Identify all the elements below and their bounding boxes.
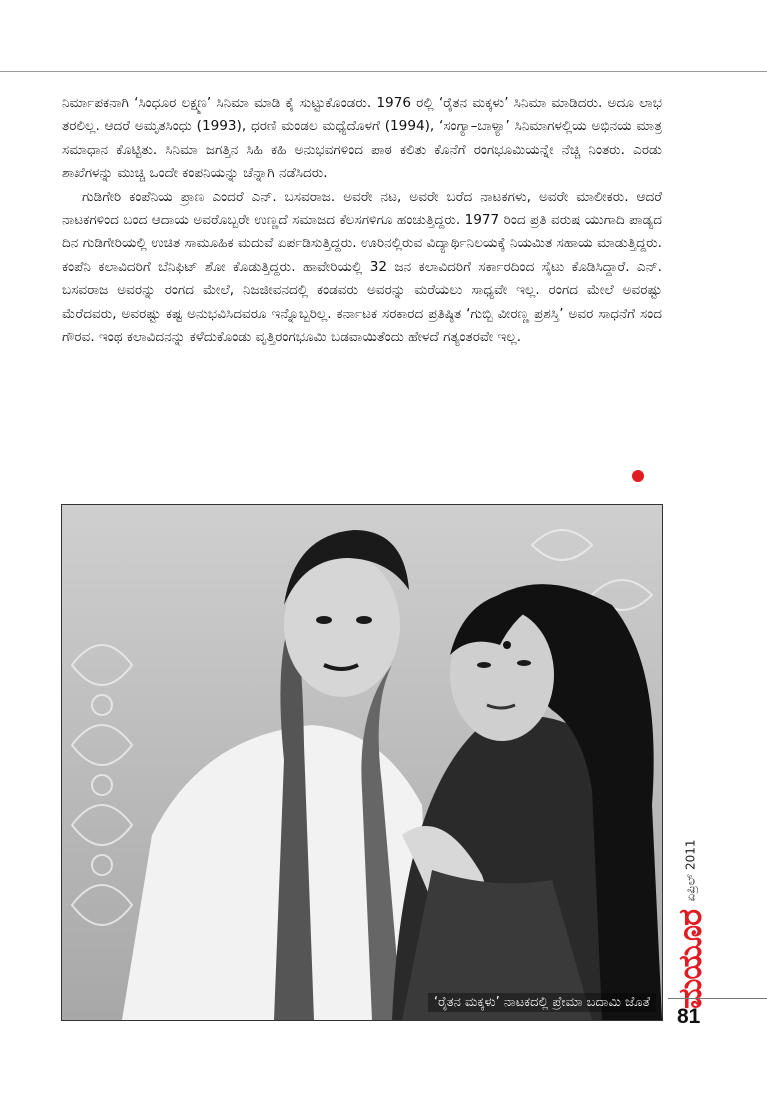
photo-caption: ‘ರೈತನ ಮಕ್ಕಳು’ ನಾಟಕದಲ್ಲಿ ಪ್ರೇಮಾ ಬದಾಮಿ ಜೊತೆ bbox=[428, 993, 656, 1012]
magazine-logo-text: ಮಯೂರ bbox=[671, 909, 710, 1009]
issue-date bbox=[682, 825, 700, 915]
page-number: 81 bbox=[677, 1005, 701, 1028]
article-photo bbox=[61, 504, 663, 1021]
end-of-article-dot bbox=[632, 470, 644, 482]
issue-date-text: ಏಪ್ರಿಲ್ 2011 bbox=[683, 839, 698, 901]
top-divider bbox=[0, 71, 767, 72]
footer-divider bbox=[668, 998, 767, 999]
magazine-logo bbox=[668, 909, 714, 1009]
article-paragraph-1: ನಿರ್ಮಾಪಕನಾಗಿ ‘ಸಿಂಧೂರ ಲಕ್ಷ್ಮಣ’ ಸಿನಿಮಾ ಮಾಡಿ ಕೈ ಸುಟ್ಟುಕೊಂಡರು. 1976 ರಲ್ಲಿ ‘ರೈತನ ಮಕ್ಕಳು’ ಸಿನಿಮಾ ಮಾಡಿದರು. ಅದೂ ಲಾಭ ತರಲಿಲ್ಲ. ಆದರೆ ಅಮೃತಸಿಂಧು (1993), ಧರಣಿ ಮಂಡಲ ಮಧ್ಯೆದೊಳಗೆ (1994), ‘ಸಂಗ್ಯಾ–ಬಾಳ್ಯಾ’ ಸಿನಿಮಾಗಳಲ್ಲಿಯ ಅಭಿನಯ ಮಾತ್ರ ಸಮಾಧಾನ ಕೊಟ್ಟಿತು. ಸಿನಿಮಾ ಜಗತ್ತಿನ ಸಿಹಿ ಕಹಿ ಅನುಭವಗಳಿಂದ ಪಾಠ ಕಲಿತು ಕೊನೆಗೆ ರಂಗಭೂಮಿಯನ್ನೇ ನೆಚ್ಚಿ ನಿಂತರು. ಎರಡು ಶಾಖೆಗಳನ್ನು ಮುಚ್ಚಿ ಒಂದೇ ಕಂಪನಿಯನ್ನು ಚೆನ್ನಾಗಿ ನಡೆಸಿದರು. bbox=[62, 95, 662, 182]
article-body bbox=[62, 92, 662, 349]
photo-illustration bbox=[62, 505, 662, 1020]
article-paragraph-2: ಗುಡಿಗೇರಿ ಕಂಪೆನಿಯ ಪ್ರಾಣ ಎಂದರೆ ಎನ್. ಬಸವರಾಜ. ಅವರೇ ನಟ, ಅವರೇ ಬರೆದ ನಾಟಕಗಳು, ಅವರೇ ಮಾಲೀಕರು. ಆದರೆ ನಾಟಕಗಳಿಂದ ಬಂದ ಆದಾಯ ಅವರೊಬ್ಬರೇ ಉಣ್ಣದೆ ಸಮಾಜದ ಕೆಲಸಗಳಿಗೂ ಹಂಚುತ್ತಿದ್ದರು. 1977 ರಿಂದ ಪ್ರತಿ ವರುಷ ಯುಗಾದಿ ಪಾಡ್ಯದ ದಿನ ಗುಡಿಗೇರಿಯಲ್ಲಿ ಉಚಿತ ಸಾಮೂಹಿಕ ಮದುವೆ ಏರ್ಪಡಿಸುತ್ತಿದ್ದರು. ಊರಿನಲ್ಲಿರುವ ವಿದ್ಯಾರ್ಥಿನಿಲಯಕ್ಕೆ ನಿಯಮಿತ ಸಹಾಯ ಮಾಡುತ್ತಿದ್ದರು. ಕಂಪೆನಿ ಕಲಾವಿದರಿಗೆ ಬೆನಿಫಿಟ್ ಶೋ ಕೊಡುತ್ತಿದ್ದರು. ಹಾವೇರಿಯಲ್ಲಿ 32 ಜನ ಕಲಾವಿದರಿಗೆ ಸರ್ಕಾರದಿಂದ ಸೈಟು ಕೊಡಿಸಿದ್ದಾರೆ. ಎನ್. ಬಸವರಾಜ ಅವರನ್ನು ರಂಗದ ಮೇಲೆ, ನಿಜಜೀವನದಲ್ಲಿ ಕಂಡವರು ಅವರನ್ನು ಮರೆಯಲು ಸಾಧ್ಯವೇ ಇಲ್ಲ. ರಂಗದ ಮೇಲೆ ಅವರಷ್ಟು ಮೆರೆದವರು, ಅವರಷ್ಟು ಕಷ್ಟ ಅನುಭವಿಸಿದವರೂ ಇನ್ನೊಬ್ಬರಿಲ್ಲ. ಕರ್ನಾಟಕ ಸರಕಾರದ ಪ್ರತಿಷ್ಠಿತ ‘ಗುಬ್ಬಿ ವೀರಣ್ಣ ಪ್ರಶಸ್ತಿ’ ಅವರ ಸಾಧನೆಗೆ ಸಂದ ಗೌರವ. ಇಂಥ ಕಲಾವಿದನನ್ನು ಕಳೆದುಕೊಂಡು ವೃತ್ತಿರಂಗಭೂಮಿ ಬಡವಾಯಿತೆಂದು ಹೇಳದೆ ಗತ್ಯಂತರವೇ ಇಲ್ಲ. bbox=[62, 188, 662, 346]
